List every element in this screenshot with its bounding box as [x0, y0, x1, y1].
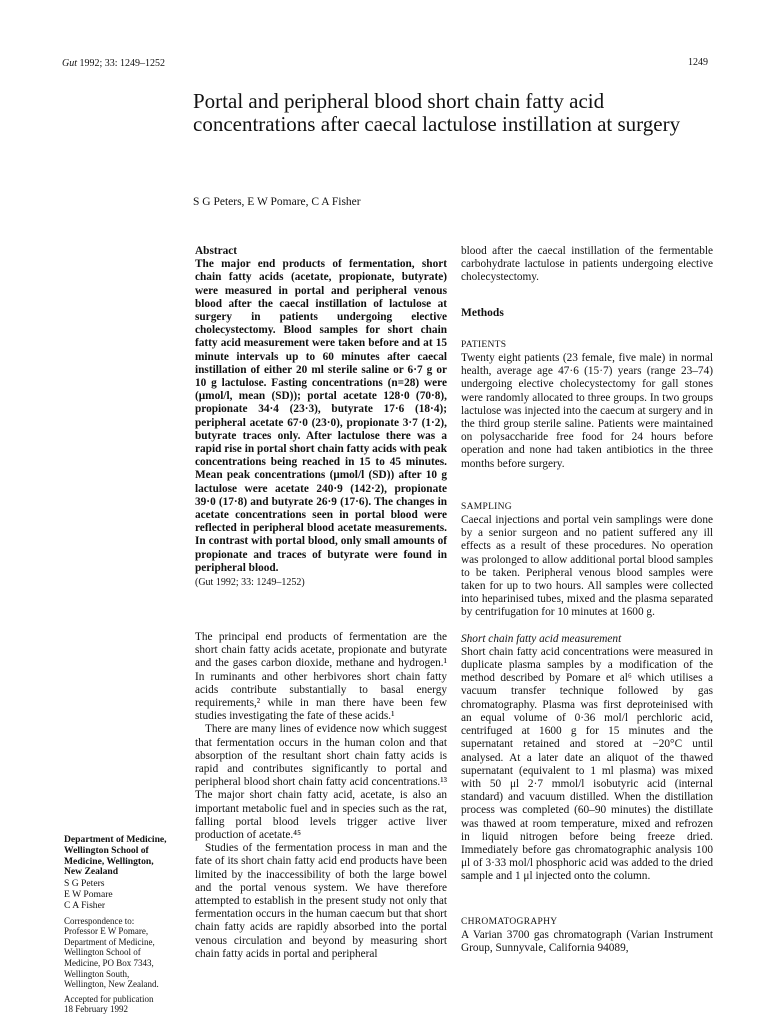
right-column	[461, 245, 713, 955]
scfa-heading: Short chain fatty acid measurement	[461, 632, 622, 645]
accepted-line: 18 February 1992	[64, 1004, 128, 1015]
affiliation-author: S G Peters	[64, 878, 105, 890]
page-number: 1249	[688, 57, 708, 68]
affiliation-author: C A Fisher	[64, 899, 106, 911]
correspondence-line: Wellington, New Zealand.	[64, 979, 159, 990]
correspondence-line: Wellington South,	[64, 968, 130, 979]
accepted-date	[64, 994, 184, 1015]
journal-reference	[62, 58, 165, 69]
author-list: S G Peters, E W Pomare, C A Fisher	[193, 196, 361, 208]
intro-continuation: blood after the caecal instillation of the fermentable carbohydrate lactulose in patients undergoing elective cholecystectomy.	[461, 245, 713, 284]
correspondence-line: Wellington School of	[64, 947, 141, 958]
journal-volume-pages: 1992; 33: 1249–1252	[79, 58, 166, 69]
accepted-line: Accepted for publication	[64, 993, 154, 1004]
department	[64, 835, 184, 878]
sampling-heading: SAMPLING	[461, 501, 512, 512]
correspondence-line: Professor E W Pomare,	[64, 926, 149, 937]
affiliation-block	[64, 835, 184, 1015]
abstract-text: The major end products of fermentation, short chain fatty acids (acetate, propionate, butyrate) were measured in portal and peripheral venous blood after the caecal instillation of lactulose at surgery in patients undergoing elective cholecystectomy. Blood samples for short chain fatty acid measurement were taken before and at 15 minute intervals up to 60 minutes after caecal instillation of either 20 ml sterile saline or 6·7 g or 10 g lactulose. Fasting concentrations (n=28) were (μmol/l, mean (SD)); portal acetate 128·0 (70·8), propionate 34·4 (23·3), butyrate 17·6 (18·4); peripheral acetate 67·0 (23·0), propionate 3·7 (1·2), butyrate traces only. After lactulose there was a rapid rise in portal short chain fatty acids with peak concentrations being reached in 15 to 45 minutes. Mean peak concentrations (μmol/l (SD)) after 10 g lactulose were acetate 240·9 (142·2), propionate 39·0 (17·8) and butyrate 26·9 (17·6). The changes in acetate concentrations seen in portal blood were reflected in peripheral blood acetate measurements. In contrast with portal blood, only small amounts of propionate and traces of butyrate were found in peripheral blood.	[195, 258, 447, 574]
patients-text: Twenty eight patients (23 female, five male) in normal health, average age 47·6 (15·7) years (range 23–74) undergoing elective cholecystectomy for gall stones were randomly allocated to three groups. In two groups lactulose was injected into the caecum at surgery and in the third group sterile saline. Patients were maintained on polysaccharide free food for 24 hours before operation and none had taken antibiotics in the three months before surgery.	[461, 352, 713, 470]
sampling-text: Caecal injections and portal vein samplings were done by a senior surgeon and no patient suffered any ill effects as a result of these procedures. No operation was prolonged to allow additional portal blood samples to be taken. Peripheral venous blood samples were taken for up to two hours. All samples were collected into heparinised tubes, mixed and the plasma separated by centrifugation for 10 minutes at 1600 g.	[461, 514, 713, 619]
department-line: Wellington School of	[64, 844, 149, 856]
intro-paragraph: The principal end products of fermentation are the short chain fatty acids acetate, propionate and butyrate and the gases carbon dioxide, methane and hydrogen.¹ In ruminants and other herbivores short chain fatty acids contribute substantially to basal energy requirements,² while in man there have been few studies investigating the fate of these acids.¹	[195, 631, 447, 723]
scfa-text: Short chain fatty acid concentrations were measured in duplicate plasma samples by a modification of the method described by Pomare et al⁶ which utilises a vacuum transfer technique followed by gas chromatography. Plasma was first deproteinised with an equal volume of 0·36 mol/l perchloric acid, centrifuged at 1600 g for 15 minutes and the supernatant retained and stored at −20°C until analysed. At a later date an aliquot of the thawed supernatant (equivalent to 1 ml plasma) was mixed with 50 μl 2·7 mmol/l isobutyric acid (internal standard) and vacuum distilled. When the distillation process was completed (60–90 minutes) the distillate was thawed at room temperature, mixed and refrozen in liquid nitrogen before being freeze dried. Immediately before gas chromatographic analysis 100 μl of 3·33 mol/l phosphoric acid was added to the dried sample and 1 μl injected onto the column.	[461, 645, 713, 883]
abstract-heading: Abstract	[195, 245, 238, 257]
affiliation-author: E W Pomare	[64, 888, 113, 900]
intro-paragraph: Studies of the fermentation process in man and the fate of its short chain fatty acid end products have been limited by the inaccessibility of both the large bowel and the portal venous system. We have therefore attempted to establish in the present study not only that fermentation occurs in the human caecum but that short chain fatty acids are rapidly absorbed into the portal venous circulation and beyond by measuring short chain fatty acids in portal and peripheral	[195, 842, 447, 960]
chromatography-text: A Varian 3700 gas chromatograph (Varian Instrument Group, Sunnyvale, California 94089,	[461, 928, 713, 954]
chromatography-heading: CHROMATOGRAPHY	[461, 916, 558, 927]
methods-heading: Methods	[461, 306, 504, 319]
correspondence-line: Correspondence to:	[64, 915, 135, 926]
correspondence-line: Medicine, PO Box 7343,	[64, 957, 154, 968]
department-line: New Zealand	[64, 866, 119, 878]
correspondence	[64, 916, 184, 990]
abstract	[195, 245, 447, 589]
abstract-citation: (Gut 1992; 33: 1249–1252)	[195, 577, 305, 589]
journal-name: Gut	[62, 58, 77, 69]
introduction	[195, 631, 447, 961]
correspondence-line: Department of Medicine,	[64, 936, 155, 947]
intro-paragraph: There are many lines of evidence now which suggest that fermentation occurs in the human colon and that absorption of the resultant short chain fatty acids is rapid and contributes significantly to portal and peripheral blood short chain fatty acid concentrations.¹³ The major short chain fatty acid, acetate, is also an important metabolic fuel and in species such as the rat, falling portal blood levels trigger active liver production of acetate.⁴⁵	[195, 723, 447, 842]
article-title: Portal and peripheral blood short chain fatty acid concentrations after caecal lactulose instillation at surgery	[193, 89, 681, 136]
department-line: Medicine, Wellington,	[64, 855, 154, 867]
affiliation-authors	[64, 879, 184, 911]
department-line: Department of Medicine,	[64, 834, 167, 845]
patients-heading: PATIENTS	[461, 339, 507, 350]
